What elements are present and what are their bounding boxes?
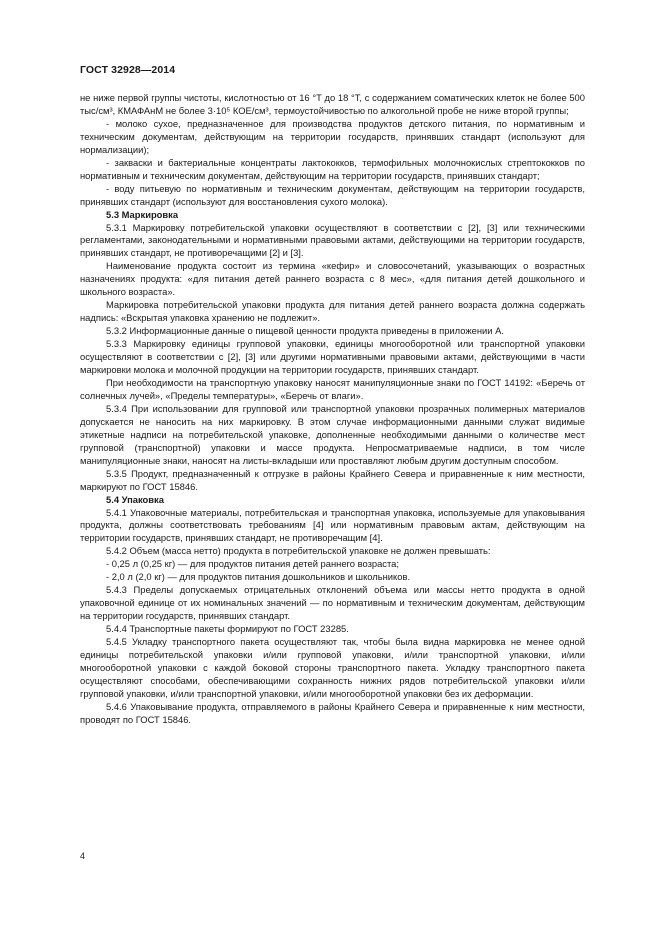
paragraph: 5.4.6 Упаковывание продукта, отправляемого в районы Крайнего Севера и приравненные к ним местности, проводят по ГОСТ 15846. [80, 700, 585, 725]
paragraph: - молоко сухое, предназначенное для производства продуктов детского питания, по нормативным и техническим документам, действующим на территории государств, принявших стандарт (используют для нормализации); [80, 117, 585, 155]
paragraph: 5.4.4 Транспортные пакеты формируют по ГОСТ 23285. [106, 623, 349, 635]
paragraph: 5.4.1 Упаковочные материалы, потребительская и транспортная упаковка, используемые для упаковывания продукта, должны соответствовать требованиям [4] или нормативным правовым актам, действующим на территории государств, принявших стандарт, не противоречащим [4]. [80, 506, 585, 544]
paragraph: 5.4.2 Объем (масса нетто) продукта в потребительской упаковке не должен превышать: [106, 545, 491, 557]
paragraph: не ниже первой группы чистоты, кислотностью от 16 °Т до 18 °Т, с содержанием соматических клеток не более 500 тыс/см³, КМАФАнМ не более 3·10⁵ КОЕ/см³, термоустойчивостью по алкогольной пробе не ниже второй группы; [80, 92, 585, 116]
paragraph: - закваски и бактериальные концентраты лактококков, термофильных молочнокислых стрептококков по нормативным и техническим документам, действующим на территории государств, принявших стандарт; [80, 156, 585, 181]
standard-header: ГОСТ 32928—2014 [80, 64, 176, 76]
list-item: - 2,0 л (2,0 кг) — для продуктов питания дошкольников и школьников. [106, 571, 411, 583]
paragraph: 5.3.3 Маркировку единицы групповой упаковки, единицы многооборотной или транспортной упаковки осуществляют в соответствии с [2], [3] или другими нормативными правовыми актами, действующими в части маркировки молока и молочной продукции на территории государств, принявших стандарт. [80, 338, 585, 376]
paragraph: 5.4.5 Укладку транспортного пакета осуществляют так, чтобы была видна маркировка не менее одной единицы потребительской упаковки и/или групповой упаковки, и/или транспортной упаковки, и/или многооборотной упаковки с каждой боковой стороны транспортного пакета. Укладку транспортного пакета осуществляют способами, обеспечивающими сохранность нижних рядов потребительской упаковки и/или групповой упаковки, и/или транспортной упаковки, и/или многооборотной упаковки без их деформации. [80, 636, 585, 699]
paragraph: 5.3.1 Маркировку потребительской упаковки осуществляют в соответствии с [2], [3] или техническими регламентами, законодательными и нормативными правовыми актами, действующими на территории государств, принявших стандарт, не противоречащими [2] и [3]. [80, 221, 585, 259]
paragraph: 5.3.2 Информационные данные о пищевой ценности продукта приведены в приложении А. [106, 325, 504, 337]
paragraph: 5.3.5 Продукт, предназначенный к отгрузке в районы Крайнего Севера и приравненные к ним местности, маркируют по ГОСТ 15846. [80, 467, 585, 492]
list-item: - 0,25 л (0,25 кг) — для продуктов питания детей раннего возраста; [106, 558, 399, 570]
paragraph: - воду питьевую по нормативным и техническим документам, действующим на территории государств, принявших стандарт (используют для восстановления сухого молока). [80, 182, 585, 207]
paragraph: 5.4.3 Пределы допускаемых отрицательных отклонений объема или массы нетто продукта в одной упаковочной единице от их номинальных значений — по нормативным и техническим документам, действующим на территории государств, принявших стандарт. [80, 584, 585, 622]
section-heading: 5.3 Маркировка [106, 208, 179, 220]
section-heading: 5.4 Упаковка [106, 493, 164, 505]
paragraph: При необходимости на транспортную упаковку наносят манипуляционные знаки по ГОСТ 14192: «Беречь от солнечных лучей», «Пределы температуры», «Беречь от влаги». [80, 376, 585, 401]
paragraph: 5.3.4 При использовании для групповой или транспортной упаковки прозрачных полимерных материалов допускается не наносить на них маркировку. В этом случае информационными данными служат видимые этикетные надписи на потребительской упаковке, дополненные необходимыми данными о количестве мест групповой (транспортной) упаковки и массе продукта. Непросматриваемые надписи, в том числе манипуляционные знаки, наносят на листы-вкладыши или проставляют любым другим доступным способом. [80, 402, 585, 466]
paragraph: Наименование продукта состоит из термина «кефир» и словосочетаний, указывающих о возрастных назначениях продукта: «для питания детей раннего возраста с 8 мес», «для питания детей дошкольного и школьного возраста». [80, 260, 585, 298]
page-number: 4 [80, 851, 86, 861]
body-text [80, 92, 585, 727]
paragraph: Маркировка потребительской упаковки продукта для питания детей раннего возраста должна содержать надпись: «Вскрытая упаковка хранению не подлежит». [80, 299, 585, 324]
